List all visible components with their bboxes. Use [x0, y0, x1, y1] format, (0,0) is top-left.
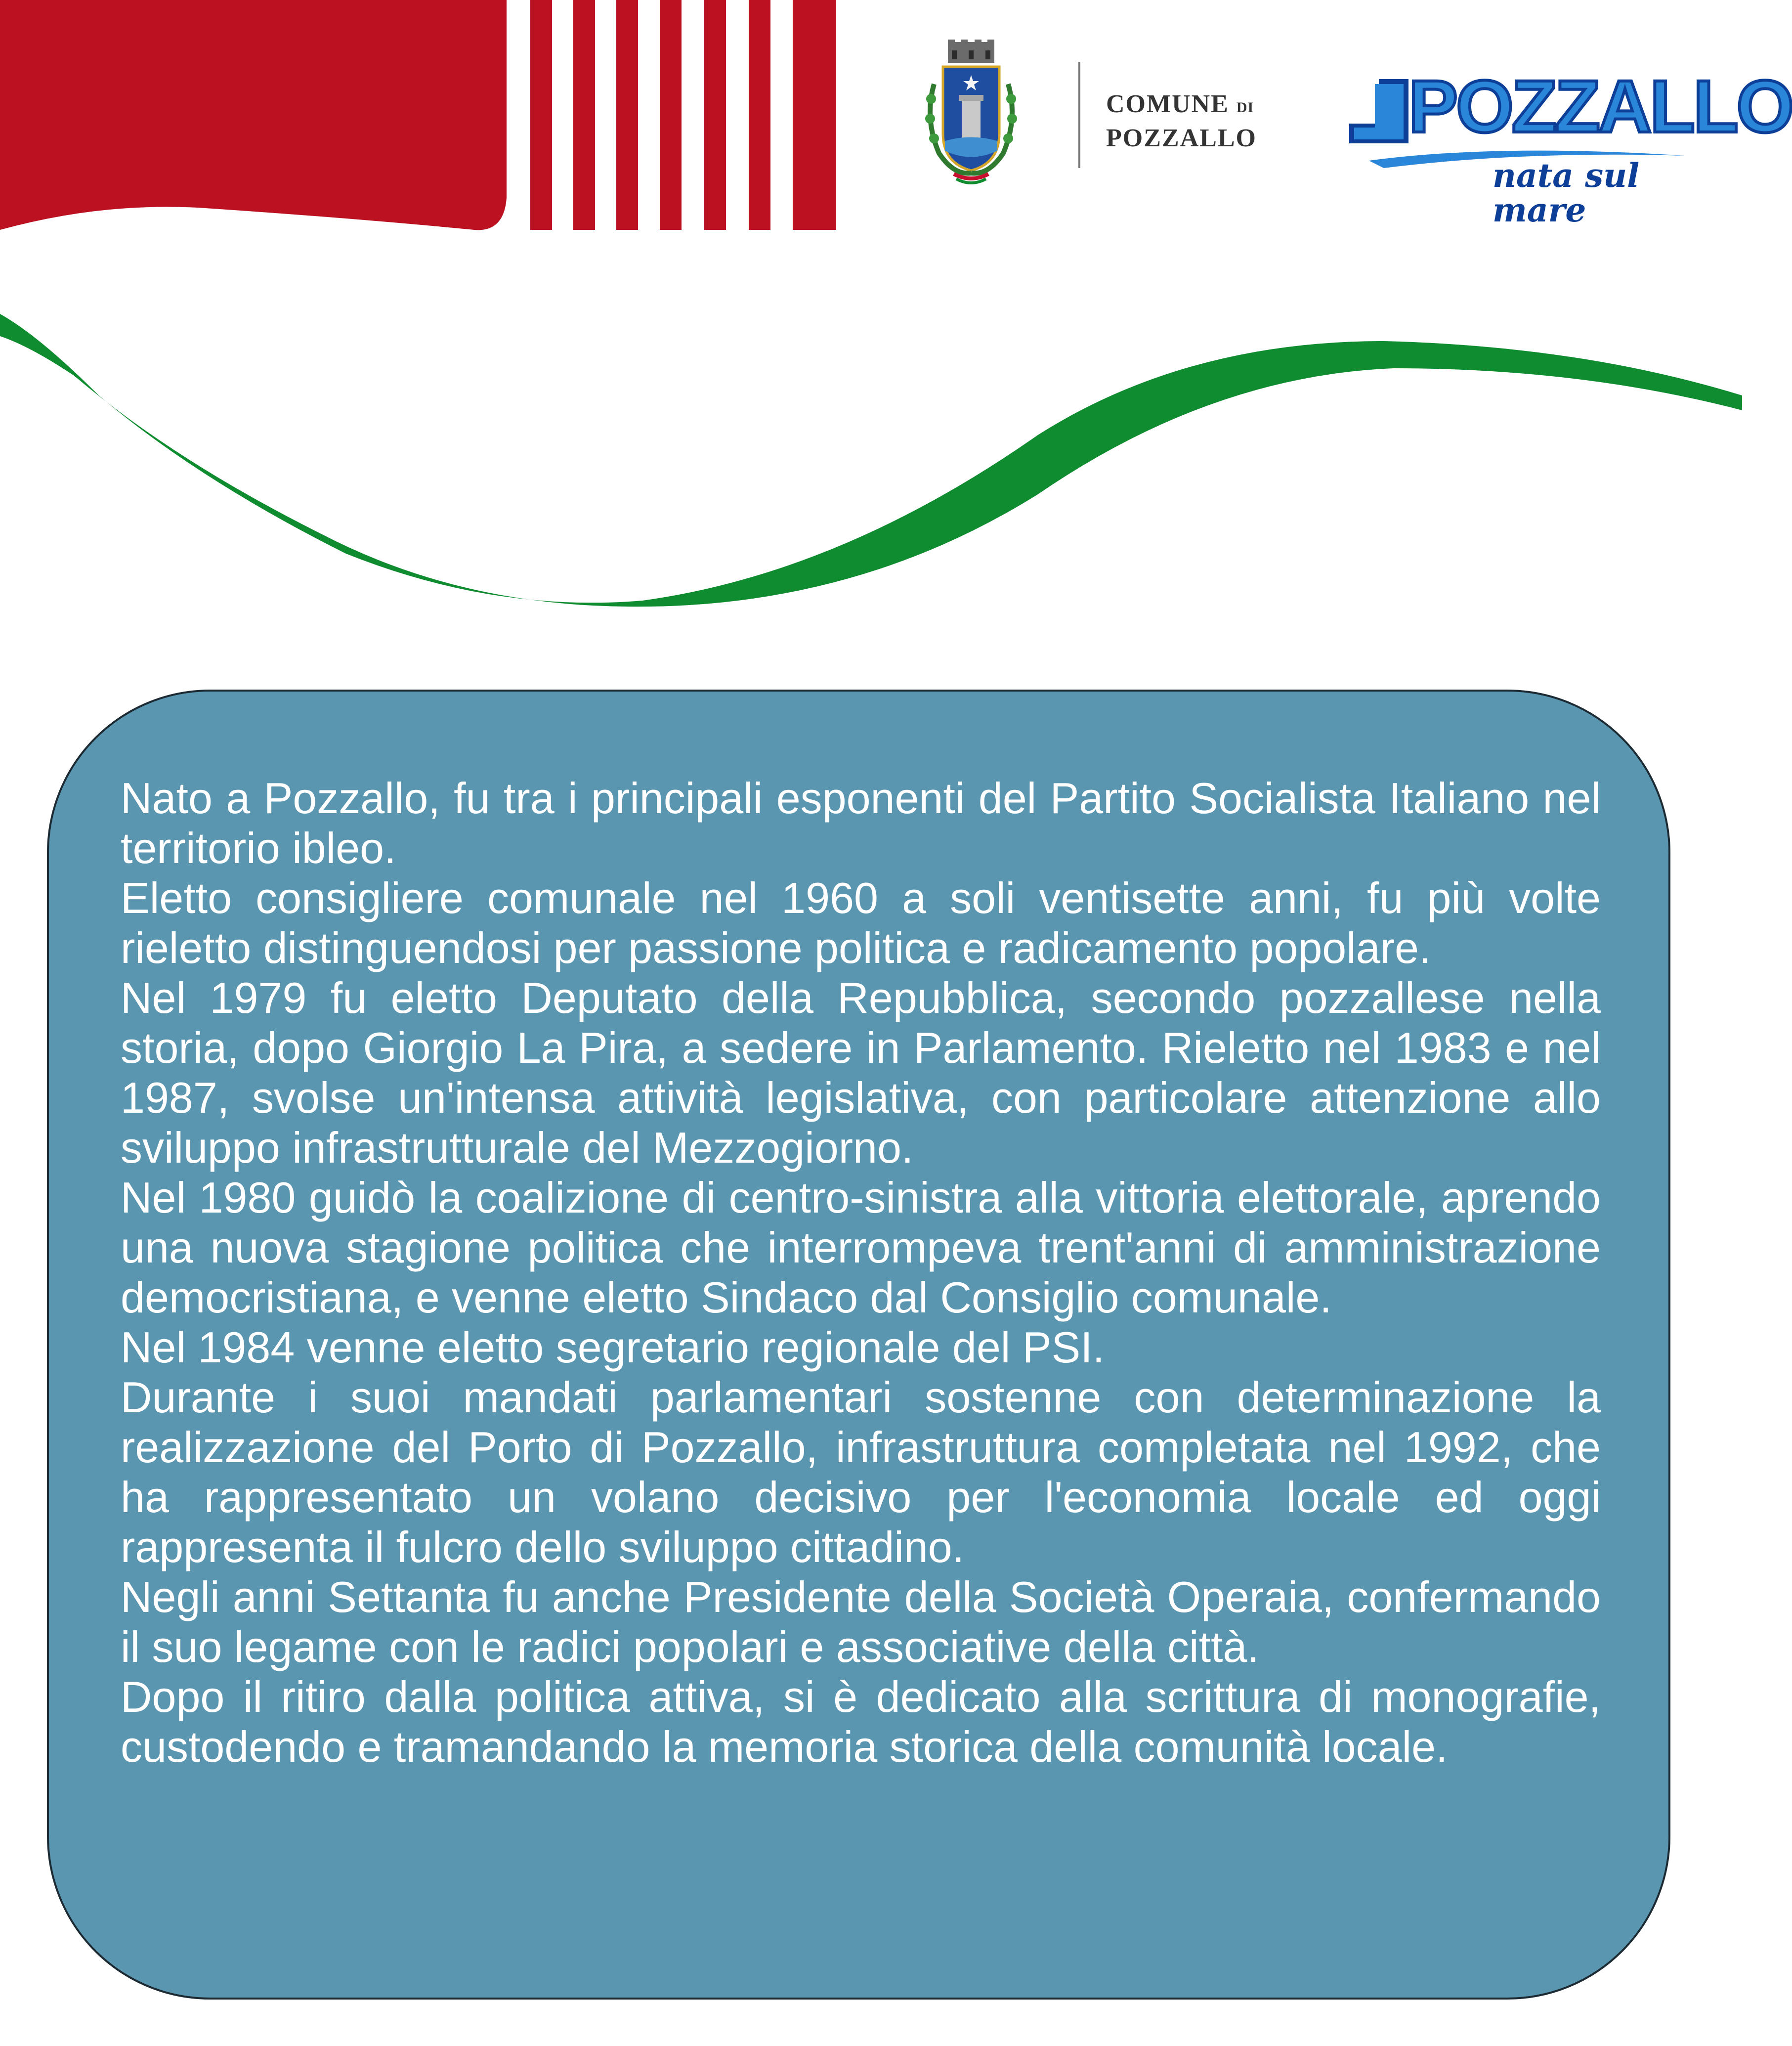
red-stripe-5 — [704, 0, 726, 230]
bio-paragraph-3: Nel 1979 fu eletto Deputato della Repubblica, secondo pozzallese nella storia, dopo Giorgio La Pira, a sedere in Parlamento. Rieletto nel 1983 e nel 1987, svolse un'intensa attività legislativa, con particolare attenzione allo sviluppo infrastrutturale del Mezzogiorno. — [121, 973, 1601, 1172]
bio-paragraph-2: Eletto consigliere comunale nel 1960 a soli ventisette anni, fu più volte rieletto distinguendosi per passione politica e radicamento popolare. — [121, 873, 1601, 972]
red-stripe-6 — [749, 0, 770, 230]
bio-paragraph-4: Nel 1980 guidò la coalizione di centro-sinistra alla vittoria elettorale, aprendo una nuova stagione politica che interrompeva trent'anni di amministrazione democristiana, e venne eletto Sindaco dal Consiglio comunale. — [121, 1173, 1601, 1322]
bio-paragraph-5: Nel 1984 venne eletto segretario regionale del PSI. — [121, 1323, 1105, 1372]
bio-paragraph-1: Nato a Pozzallo, fu tra i principali esponenti del Partito Socialista Italiano nel territorio ibleo. — [121, 774, 1601, 872]
bio-paragraph-6: Durante i suoi mandati parlamentari sostenne con determinazione la realizzazione del Porto di Pozzallo, infrastruttura completata nel 1992, che ha rappresentato un volano decisivo per l'economia locale ed oggi rappresenta il fulcro dello sviluppo cittadino. — [121, 1373, 1601, 1571]
red-stripe-2 — [573, 0, 595, 230]
comune-line2: POZZALLO — [1106, 124, 1257, 152]
red-stripe-8 — [814, 0, 836, 230]
biography-text — [121, 773, 1601, 1772]
comune-title — [1106, 89, 1294, 154]
biography-card — [47, 690, 1670, 2000]
comune-di: DI — [1236, 99, 1254, 116]
header-logos — [919, 35, 1792, 229]
bio-paragraph-8: Dopo il ritiro dalla politica attiva, si è dedicato alla scrittura di monografie, custodendo e tramandando la memoria storica della comunità locale. — [121, 1672, 1601, 1771]
comune-line1: COMUNE — [1106, 90, 1229, 118]
green-flag-wave — [0, 314, 1742, 607]
red-stripe-3 — [616, 0, 638, 230]
pozzallo-brand-logo — [1349, 64, 1792, 229]
pozzallo-crest-icon — [919, 40, 1023, 188]
red-stripe-1 — [530, 0, 552, 230]
red-stripe-4 — [660, 0, 682, 230]
red-flag-band — [0, 0, 507, 230]
logo-divider — [1078, 62, 1080, 168]
brand-tagline: nata sul mare — [1493, 156, 1640, 229]
red-stripe-7 — [793, 0, 814, 230]
brand-name: POZZALLO — [1408, 65, 1792, 148]
bio-paragraph-7: Negli anni Settanta fu anche Presidente della Società Operaia, confermando il suo legame con le radici popolari e associative della città. — [121, 1572, 1601, 1671]
